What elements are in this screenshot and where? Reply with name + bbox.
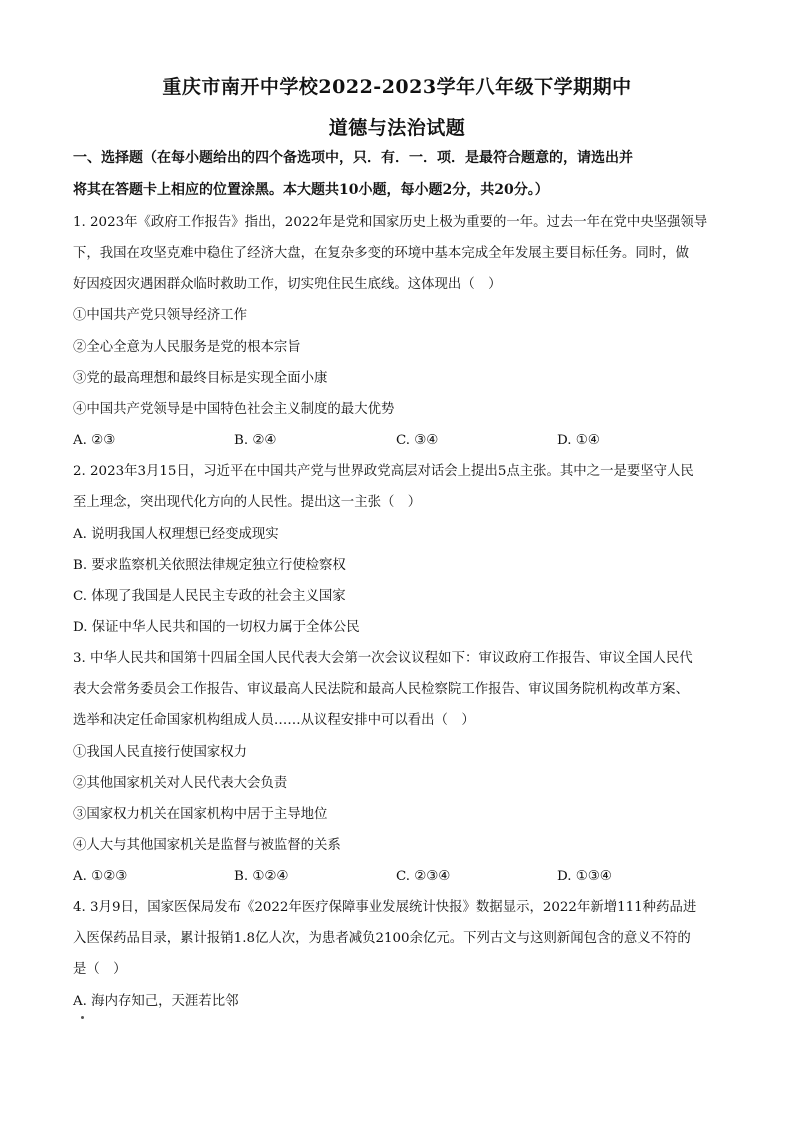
page-title: 重庆市南开中学校2022-2023学年八年级下学期期中 — [162, 76, 632, 98]
q3-option-a: A. ①②③ — [73, 869, 128, 884]
q1-item-2: ②全心全意为人民服务是党的根本宗旨 — [73, 340, 301, 355]
q3-item-3: ③国家权力机关在国家机构中居于主导地位 — [73, 807, 328, 822]
q1-option-a: A. ②③ — [73, 433, 116, 448]
section-instruction-line-2: 将其在答题卡上相应的位置涂黑。本大题共10小题，每小题2分，共20分。） — [73, 182, 549, 198]
q3-stem-line-1: 3. 中华人民共和国第十四届全国人民代表大会第一次会议议程如下：审议政府工作报告、审议全国人民代 — [73, 651, 693, 666]
q3-option-b: B. ①②④ — [234, 869, 289, 884]
q2-option-b: B. 要求监察机关依照法律规定独立行使检察权 — [73, 558, 346, 573]
q1-option-b: B. ②④ — [234, 433, 277, 448]
q2-stem-line-2: 至上理念，突出现代化方向的人民性。提出这一主张（ ） — [73, 495, 422, 510]
q3-option-c: C. ②③④ — [396, 869, 451, 884]
page-subtitle: 道德与法治试题 — [328, 117, 466, 139]
q4-stem-line-1: 4. 3月9日，国家医保局发布《2022年医疗保障事业发展统计快报》数据显示，2022年新增111种药品进 — [73, 900, 697, 915]
q1-item-1: ①中国共产党只领导经济工作 — [73, 308, 248, 323]
q4-stem-line-2: 入医保药品目录，累计报销1.8亿人次，为患者减负2100余亿元。下列古文与这则新闻包含的意义不符的 — [73, 931, 691, 946]
q1-item-4: ④中国共产党领导是中国特色社会主义制度的最大优势 — [73, 402, 395, 417]
q1-option-d: D. ①④ — [557, 433, 600, 448]
q2-option-d: D. 保证中华人民共和国的一切权力属于全体公民 — [73, 620, 360, 635]
scan-speck — [81, 1016, 84, 1019]
q1-stem-line-1: 1. 2023年《政府工作报告》指出，2022年是党和国家历史上极为重要的一年。过去一年在党中央坚强领导 — [73, 215, 708, 230]
q1-stem-line-2: 下，我国在攻坚克难中稳住了经济大盘，在复杂多变的环境中基本完成全年发展主要目标任务。同时，做 — [73, 246, 689, 261]
q3-item-4: ④人大与其他国家机关是监督与被监督的关系 — [73, 838, 341, 853]
q2-option-c: C. 体现了我国是人民民主专政的社会主义国家 — [73, 589, 346, 604]
q1-stem-line-3: 好因疫因灾遇困群众临时救助工作，切实兜住民生底线。这体现出（ ） — [73, 277, 502, 292]
q3-option-d: D. ①③④ — [557, 869, 612, 884]
q1-option-c: C. ③④ — [396, 433, 439, 448]
q4-option-a: A. 海内存知己，天涯若比邻 — [73, 994, 239, 1009]
q3-item-1: ①我国人民直接行使国家权力 — [73, 745, 248, 760]
q2-stem-line-1: 2. 2023年3月15日，习近平在中国共产党与世界政党高层对话会上提出5点主张。其中之一是要坚守人民 — [73, 464, 694, 479]
q4-stem-line-3: 是（ ） — [73, 962, 127, 977]
q2-option-a: A. 说明我国人权理想已经变成现实 — [73, 527, 279, 542]
section-instruction-line-1: 一、选择题（在每小题给出的四个备选项中，只．有．一．项．是最符合题意的，请选出并 — [73, 150, 633, 166]
q3-stem-line-3: 选举和决定任命国家机构组成人员……从议程安排中可以看出（ ） — [73, 713, 475, 728]
q3-item-2: ②其他国家机关对人民代表大会负责 — [73, 776, 288, 791]
q3-stem-line-2: 表大会常务委员会工作报告、审议最高人民法院和最高人民检察院工作报告、审议国务院机构改革方案、 — [73, 682, 689, 697]
q1-item-3: ③党的最高理想和最终目标是实现全面小康 — [73, 371, 328, 386]
